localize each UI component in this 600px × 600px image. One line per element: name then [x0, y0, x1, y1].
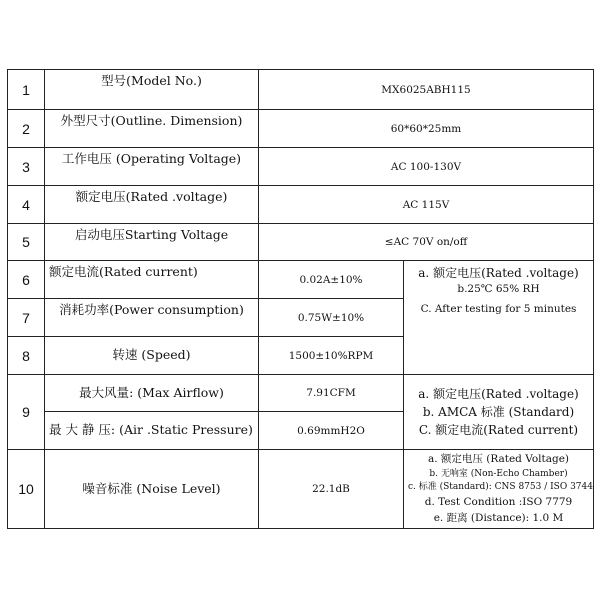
item-text: 额定电流(Rated current): [49, 264, 198, 279]
note-line: b. 无响室 (Non-Echo Chamber): [429, 468, 568, 479]
row-number: 10: [8, 450, 45, 529]
item-label: [45, 224, 259, 261]
item-label: [45, 110, 259, 148]
item-value: ≤AC 70V on/off: [259, 224, 594, 261]
item-label: [45, 412, 259, 450]
table-row: [8, 224, 594, 261]
item-label: [45, 450, 259, 529]
item-text: 启动电压Starting Voltage: [74, 227, 229, 242]
item-text: 转速 (Speed): [112, 347, 191, 363]
note-line: C. 额定电流(Rated current): [418, 423, 579, 437]
table-row: [8, 110, 594, 148]
spec-table: [7, 69, 594, 529]
notes-group-3: [404, 450, 594, 529]
note-line: b.25℃ 65% RH: [457, 283, 540, 295]
note-line: C. After testing for 5 minutes: [420, 302, 577, 315]
row-number: 2: [8, 110, 45, 148]
notes-group-2: [404, 375, 594, 450]
item-label: [45, 299, 259, 337]
note-line: c. 标准 (Standard): CNS 8753 / ISO 3744: [408, 482, 593, 493]
item-value: 0.75W±10%: [259, 299, 404, 337]
item-text: 型号(Model No.): [101, 73, 202, 88]
item-value: MX6025ABH115: [259, 70, 594, 110]
item-label: [45, 148, 259, 186]
item-label: [45, 70, 259, 110]
item-text: 额定电压(Rated .voltage): [75, 189, 228, 204]
table-row: [8, 375, 594, 412]
row-number: 8: [8, 337, 45, 375]
row-number: 4: [8, 186, 45, 224]
item-value: AC 115V: [259, 186, 594, 224]
item-text: 噪音标准 (Noise Level): [82, 480, 221, 496]
row-number: 5: [8, 224, 45, 261]
table-row: [8, 148, 594, 186]
item-value: AC 100-130V: [259, 148, 594, 186]
item-text: 工作电压 (Operating Voltage): [61, 151, 242, 166]
item-value: 22.1dB: [259, 450, 404, 529]
item-value: 60*60*25mm: [259, 110, 594, 148]
item-text: 最大风量: (Max Airflow): [79, 384, 224, 400]
table-row: [8, 186, 594, 224]
item-label: [45, 375, 259, 412]
item-label: [45, 337, 259, 375]
row-number: 1: [8, 70, 45, 110]
table-row: [8, 450, 594, 529]
row-number: 9: [8, 375, 45, 450]
note-line: a. 额定电压 (Rated Voltage): [427, 453, 570, 465]
note-line: e. 距离 (Distance): 1.0 M: [433, 511, 564, 524]
item-value: 7.91CFM: [259, 375, 404, 412]
notes-group-1: [404, 261, 594, 375]
item-text: 外型尺寸(Outline. Dimension): [60, 113, 243, 128]
note-line: a. 额定电压(Rated .voltage): [418, 266, 579, 280]
note-line: b. AMCA 标准 (Standard): [422, 405, 575, 419]
item-value: 0.02A±10%: [259, 261, 404, 299]
table-row: [8, 70, 594, 110]
item-label: [45, 261, 259, 299]
item-value: 0.69mmH2O: [259, 412, 404, 450]
row-number: 3: [8, 148, 45, 186]
note-line: d. Test Condition :ISO 7779: [424, 495, 573, 508]
item-value: 1500±10%RPM: [259, 337, 404, 375]
note-line: a. 额定电压(Rated .voltage): [418, 387, 579, 401]
item-text: 最 大 静 压: (Air .Static Pressure): [49, 422, 253, 438]
item-text: 消耗功率(Power consumption): [59, 302, 244, 317]
table-row: [8, 261, 594, 299]
row-number: 7: [8, 299, 45, 337]
item-label: [45, 186, 259, 224]
row-number: 6: [8, 261, 45, 299]
